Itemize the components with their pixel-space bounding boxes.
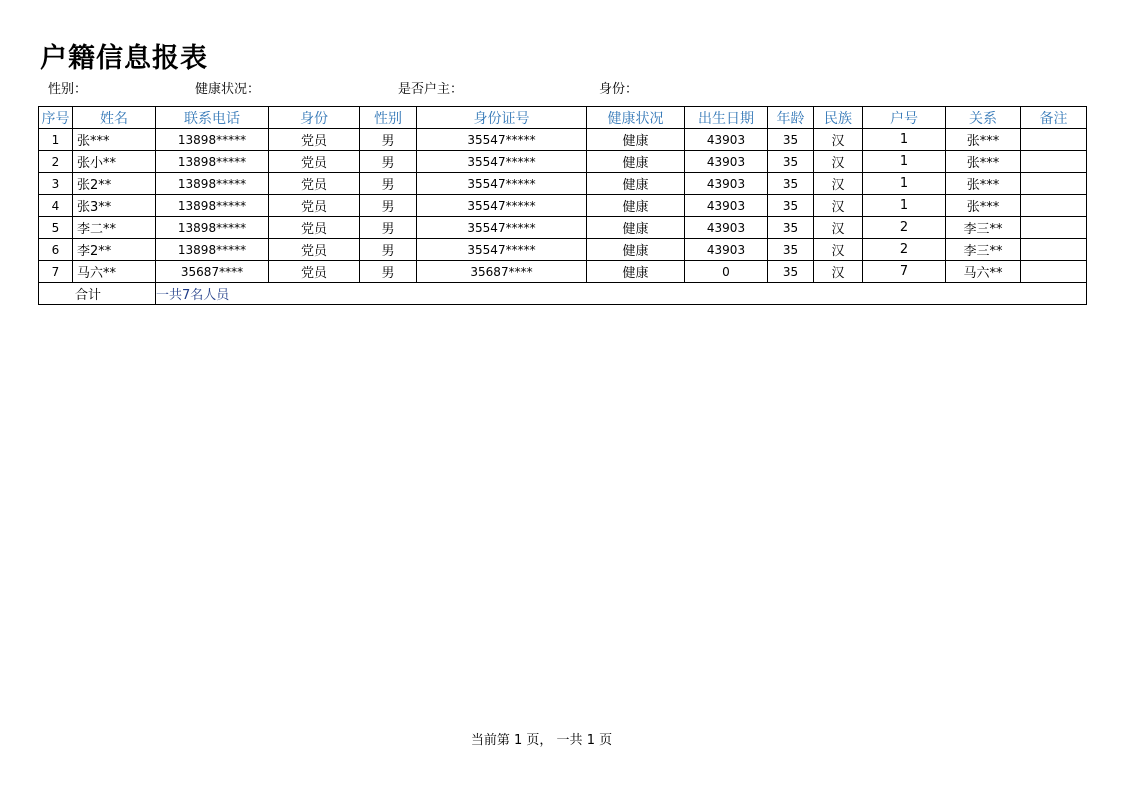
cell-birthdate: 0 [685, 261, 768, 283]
col-header-gender: 性别 [360, 107, 417, 129]
cell-remarks [1021, 151, 1087, 173]
cell-identity: 党员 [269, 239, 360, 261]
cell-relation: 张*** [946, 195, 1021, 217]
filter-gender-label: 性别： [48, 82, 88, 97]
cell-phone: 13898***** [156, 129, 269, 151]
cell-health: 健康 [587, 129, 685, 151]
col-header-remarks: 备注 [1021, 107, 1087, 129]
cell-identity: 党员 [269, 261, 360, 283]
cell-gender: 男 [360, 217, 417, 239]
cell-ethnicity: 汉 [814, 239, 863, 261]
cell-remarks [1021, 261, 1087, 283]
cell-phone: 13898***** [156, 173, 269, 195]
cell-ethnicity: 汉 [814, 261, 863, 283]
table-row [39, 239, 1087, 261]
filter-health-label: 健康状况： [195, 82, 261, 97]
table-header-row [39, 107, 1087, 129]
cell-household-no: 1 [863, 151, 946, 173]
total-text: 一共7名人员 [156, 283, 1087, 305]
cell-birthdate: 43903 [685, 195, 768, 217]
cell-birthdate: 43903 [685, 239, 768, 261]
cell-relation: 张*** [946, 129, 1021, 151]
cell-age: 35 [768, 129, 814, 151]
filter-householder-label: 是否户主： [398, 82, 464, 97]
cell-birthdate: 43903 [685, 173, 768, 195]
cell-relation: 张*** [946, 173, 1021, 195]
cell-id-number: 35547***** [417, 239, 587, 261]
cell-household-no: 7 [863, 261, 946, 283]
cell-id-number: 35687**** [417, 261, 587, 283]
cell-relation: 李三** [946, 217, 1021, 239]
total-label: 合计 [39, 283, 156, 305]
cell-phone: 35687**** [156, 261, 269, 283]
cell-gender: 男 [360, 195, 417, 217]
col-header-health: 健康状况 [587, 107, 685, 129]
page-indicator: 当前第 1 页， 一共 1 页 [470, 733, 613, 748]
cell-age: 35 [768, 151, 814, 173]
table-row [39, 217, 1087, 239]
cell-id-number: 35547***** [417, 129, 587, 151]
col-header-birthdate: 出生日期 [685, 107, 768, 129]
cell-health: 健康 [587, 239, 685, 261]
cell-household-no: 1 [863, 195, 946, 217]
cell-birthdate: 43903 [685, 151, 768, 173]
cell-gender: 男 [360, 151, 417, 173]
cell-seq: 2 [39, 151, 73, 173]
cell-seq: 1 [39, 129, 73, 151]
cell-health: 健康 [587, 261, 685, 283]
cell-identity: 党员 [269, 173, 360, 195]
cell-age: 35 [768, 261, 814, 283]
cell-remarks [1021, 173, 1087, 195]
cell-name: 张2** [73, 173, 156, 195]
cell-identity: 党员 [269, 217, 360, 239]
cell-identity: 党员 [269, 151, 360, 173]
col-header-household-no: 户号 [863, 107, 946, 129]
col-header-id-number: 身份证号 [417, 107, 587, 129]
cell-household-no: 1 [863, 129, 946, 151]
cell-phone: 13898***** [156, 239, 269, 261]
cell-ethnicity: 汉 [814, 129, 863, 151]
cell-seq: 7 [39, 261, 73, 283]
cell-household-no: 2 [863, 217, 946, 239]
col-header-name: 姓名 [73, 107, 156, 129]
cell-health: 健康 [587, 217, 685, 239]
cell-birthdate: 43903 [685, 217, 768, 239]
cell-name: 李二** [73, 217, 156, 239]
table-row [39, 129, 1087, 151]
table-row [39, 173, 1087, 195]
cell-remarks [1021, 239, 1087, 261]
table-row [39, 261, 1087, 283]
cell-relation: 张*** [946, 151, 1021, 173]
cell-ethnicity: 汉 [814, 173, 863, 195]
table-row [39, 151, 1087, 173]
filter-bar [0, 78, 1123, 98]
cell-gender: 男 [360, 239, 417, 261]
cell-id-number: 35547***** [417, 173, 587, 195]
cell-name: 张小** [73, 151, 156, 173]
cell-id-number: 35547***** [417, 151, 587, 173]
cell-health: 健康 [587, 195, 685, 217]
cell-gender: 男 [360, 173, 417, 195]
cell-id-number: 35547***** [417, 217, 587, 239]
report-title: 户籍信息报表 [40, 43, 208, 74]
col-header-ethnicity: 民族 [814, 107, 863, 129]
household-table [38, 106, 1087, 305]
cell-phone: 13898***** [156, 151, 269, 173]
cell-identity: 党员 [269, 195, 360, 217]
cell-household-no: 1 [863, 173, 946, 195]
cell-seq: 3 [39, 173, 73, 195]
cell-identity: 党员 [269, 129, 360, 151]
cell-remarks [1021, 217, 1087, 239]
cell-remarks [1021, 195, 1087, 217]
cell-health: 健康 [587, 173, 685, 195]
cell-name: 张3** [73, 195, 156, 217]
cell-age: 35 [768, 239, 814, 261]
cell-name: 马六** [73, 261, 156, 283]
cell-seq: 6 [39, 239, 73, 261]
cell-gender: 男 [360, 129, 417, 151]
cell-ethnicity: 汉 [814, 151, 863, 173]
col-header-age: 年龄 [768, 107, 814, 129]
cell-seq: 5 [39, 217, 73, 239]
cell-age: 35 [768, 217, 814, 239]
cell-relation: 马六** [946, 261, 1021, 283]
col-header-relation: 关系 [946, 107, 1021, 129]
cell-remarks [1021, 129, 1087, 151]
cell-ethnicity: 汉 [814, 195, 863, 217]
col-header-phone: 联系电话 [156, 107, 269, 129]
cell-household-no: 2 [863, 239, 946, 261]
cell-phone: 13898***** [156, 195, 269, 217]
col-header-seq: 序号 [39, 107, 73, 129]
cell-phone: 13898***** [156, 217, 269, 239]
cell-name: 张*** [73, 129, 156, 151]
cell-age: 35 [768, 195, 814, 217]
cell-ethnicity: 汉 [814, 217, 863, 239]
cell-id-number: 35547***** [417, 195, 587, 217]
cell-relation: 李三** [946, 239, 1021, 261]
cell-health: 健康 [587, 151, 685, 173]
cell-age: 35 [768, 173, 814, 195]
table-total-row [39, 283, 1087, 305]
filter-identity-label: 身份： [599, 82, 639, 97]
cell-name: 李2** [73, 239, 156, 261]
cell-seq: 4 [39, 195, 73, 217]
table-row [39, 195, 1087, 217]
cell-gender: 男 [360, 261, 417, 283]
cell-birthdate: 43903 [685, 129, 768, 151]
col-header-identity: 身份 [269, 107, 360, 129]
